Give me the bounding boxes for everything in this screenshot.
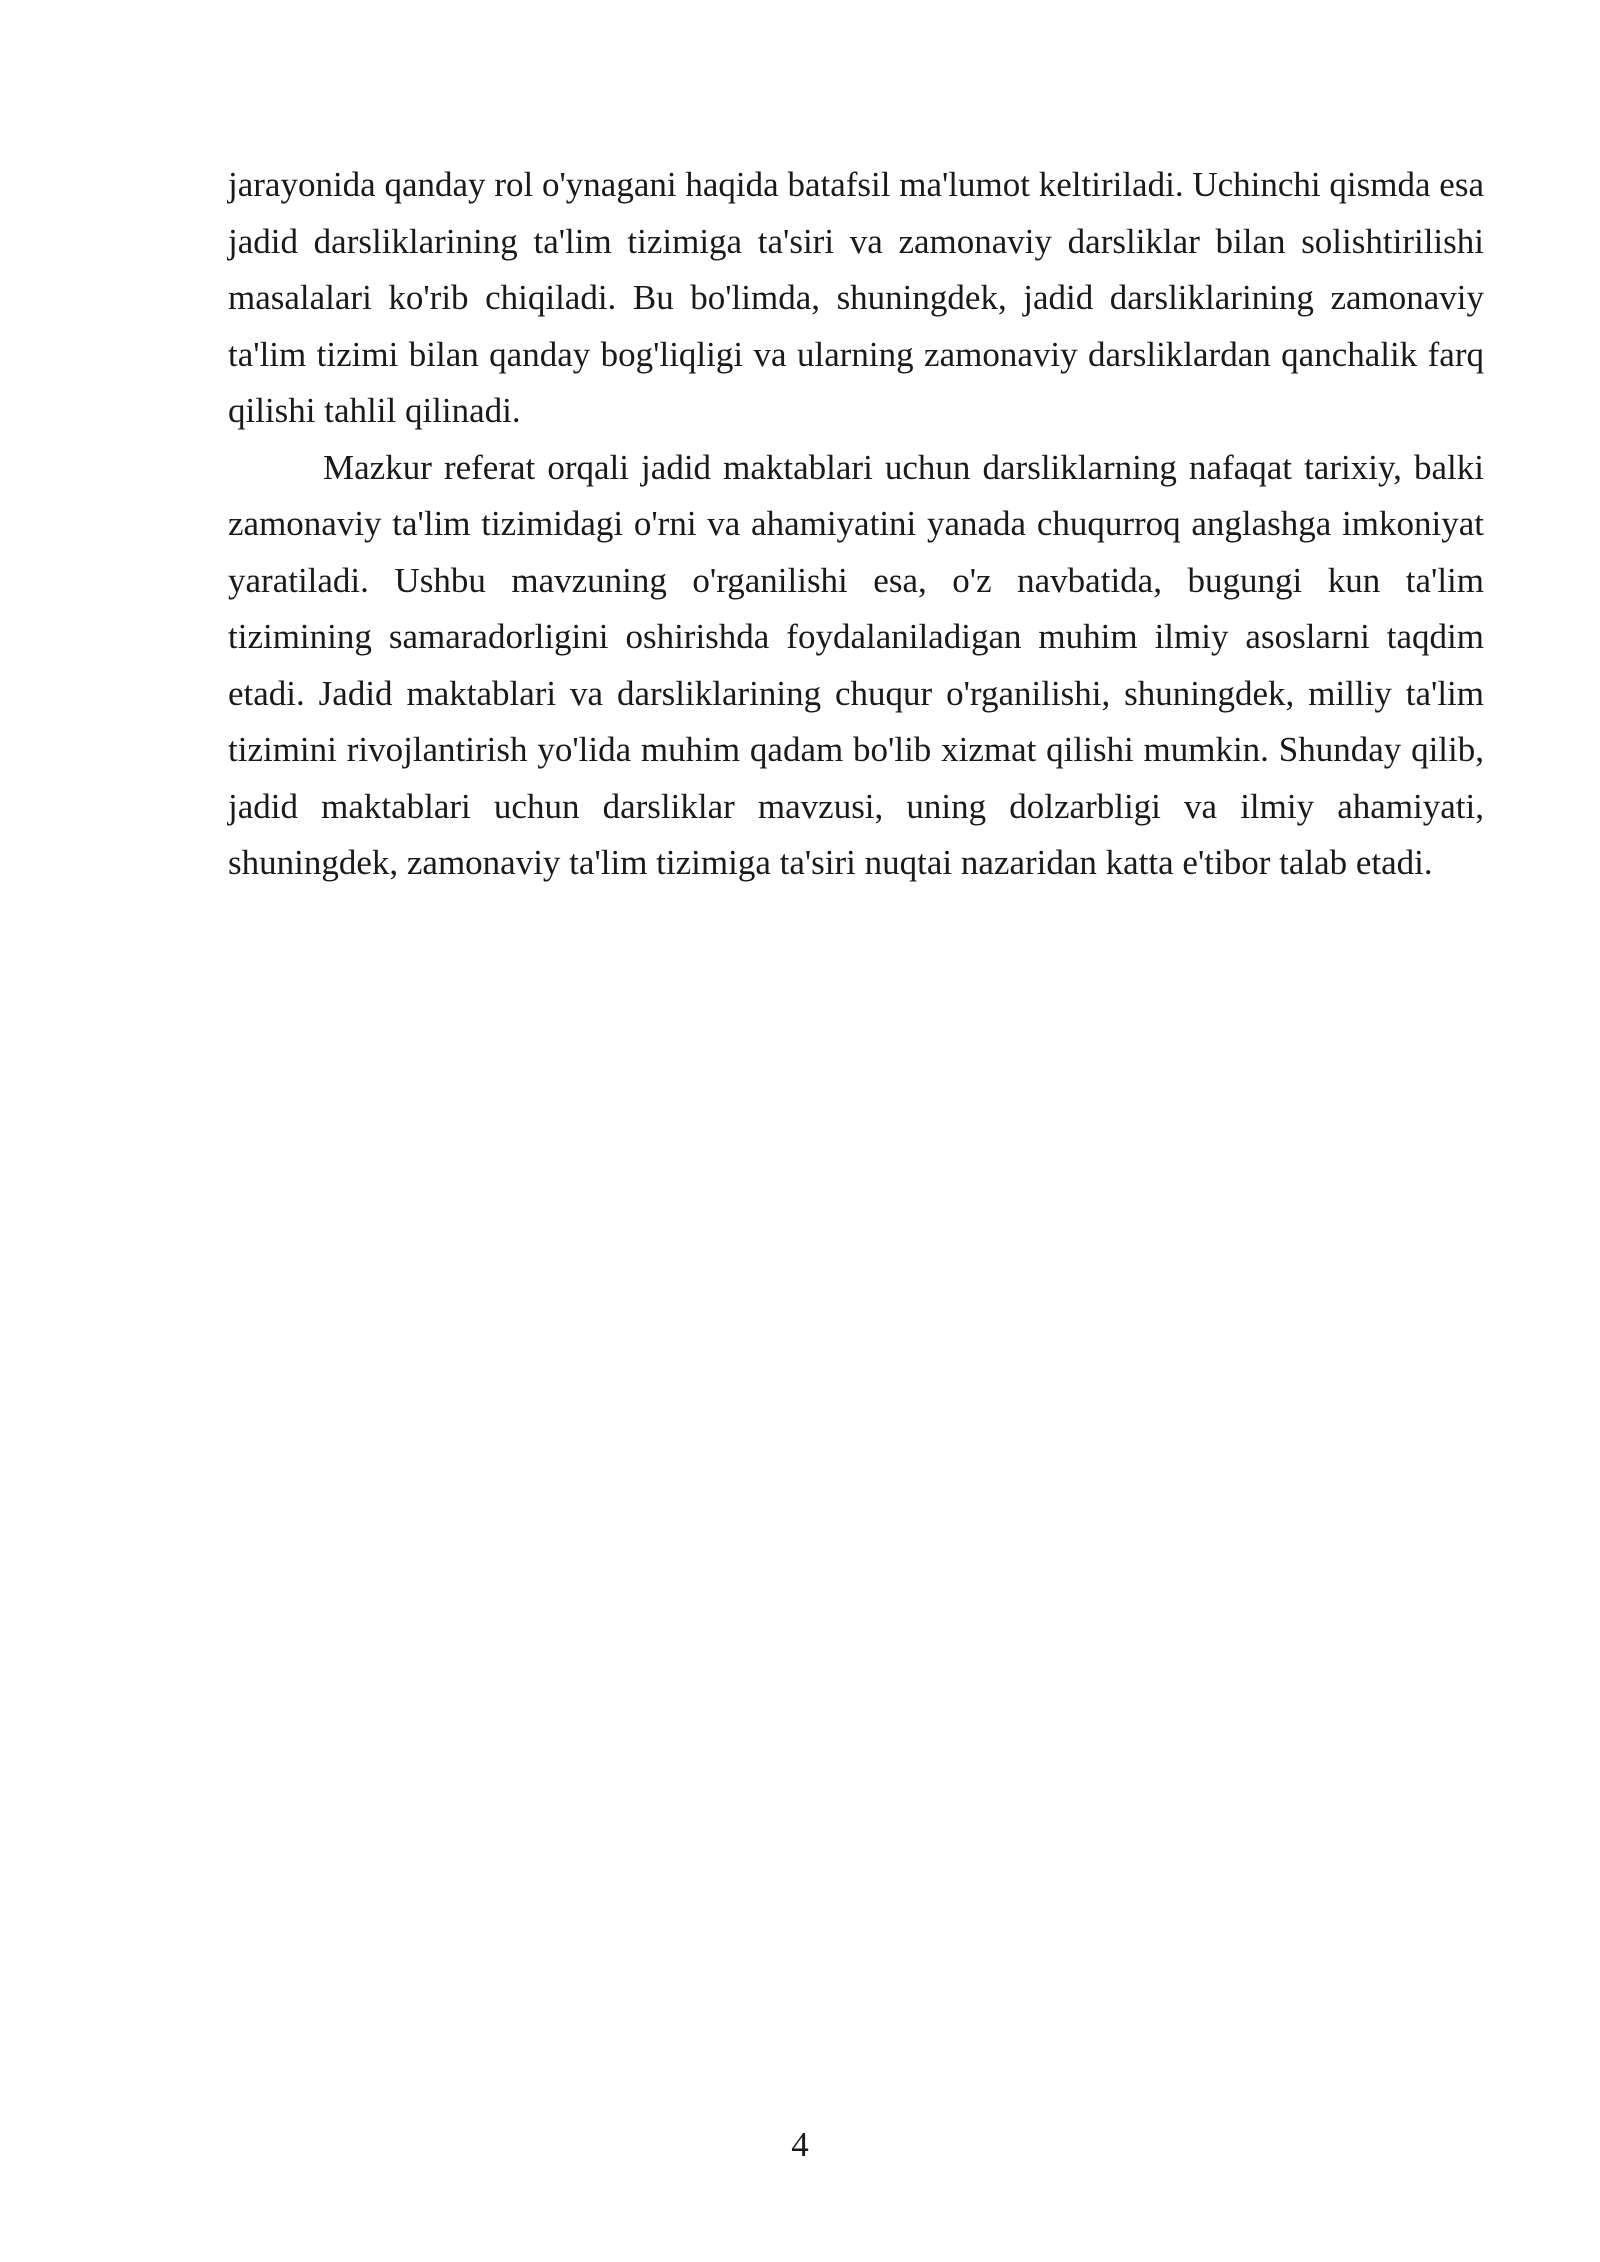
page-number: 4 (791, 2125, 809, 2164)
document-body (228, 157, 1484, 892)
paragraph-continuation: jarayonida qanday rol o'ynagani haqida batafsil ma'lumot keltiriladi. Uchinchi qismda esa jadid darsliklarining ta'lim tizimiga ta'siri va zamonaviy darsliklar bilan solishtirilishi masalalari ko'rib chiqiladi. Bu bo'limda, shuningdek, jadid darsliklarining zamonaviy ta'lim tizimi bilan qanday bog'liqligi va ularning zamonaviy darsliklardan qanchalik farq qilishi tahlil qilinadi. (228, 165, 1484, 430)
paragraph-referat-summary: Mazkur referat orqali jadid maktablari uchun darsliklarning nafaqat tarixiy, balki zamonaviy ta'lim tizimidagi o'rni va ahamiyatini yanada chuqurroq anglashga imkoniyat yaratiladi. Ushbu mavzuning o'rganilishi esa, o'z navbatida, bugungi kun ta'lim tizimining samaradorligini oshirishda foydalaniladigan muhim ilmiy asoslarni taqdim etadi. Jadid maktablari va darsliklarining chuqur o'rganilishi, shuningdek, milliy ta'lim tizimini rivojlantirish yo'lida muhim qadam bo'lib xizmat qilishi mumkin. Shunday qilib, jadid maktablari uchun darsliklar mavzusi, uning dolzarbligi va ilmiy ahamiyati, shuningdek, zamonaviy ta'lim tizimiga ta'siri nuqtai nazaridan katta e'tibor talab etadi. (228, 447, 1484, 882)
